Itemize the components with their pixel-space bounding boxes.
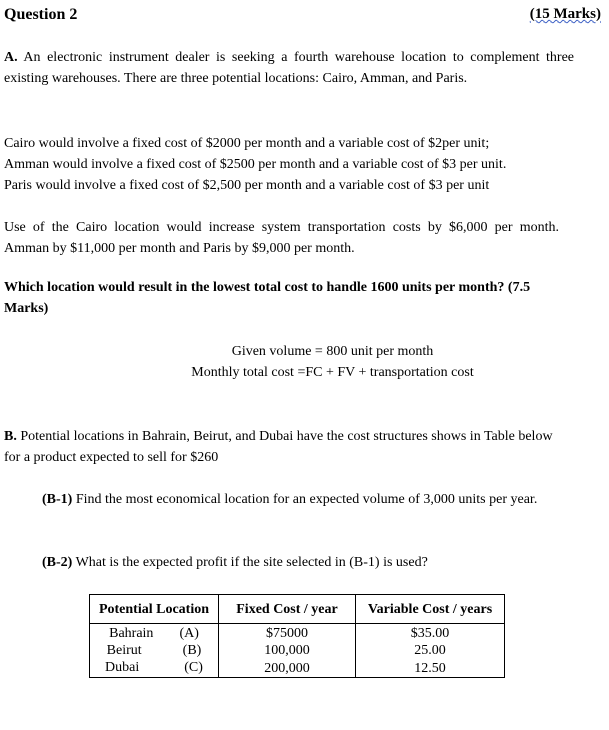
header-location: Potential Location <box>90 595 219 624</box>
table-row <box>90 624 505 643</box>
question-b1 <box>42 489 582 510</box>
transport-costs: Use of the Cairo location would increase system transportation costs by $6,000 per month. Amman by $11,000 per month and Paris by $9,000 per month. <box>4 220 559 256</box>
question-b2 <box>42 552 582 573</box>
part-b-label: B. <box>4 429 17 444</box>
total-cost-formula: Monthly total cost =FC + FV + transportation cost <box>191 365 474 380</box>
marks-text: (15 Marks) <box>529 6 601 22</box>
part-b-intro <box>4 426 564 468</box>
given-volume: Given volume = 800 unit per month <box>231 344 434 359</box>
location-name: Beirut <box>106 643 142 658</box>
table-header-row <box>90 595 505 624</box>
location-cell <box>90 642 219 659</box>
table-row <box>90 659 505 678</box>
fixed-cost-cell: 200,000 <box>219 659 356 678</box>
table-row <box>90 642 505 659</box>
header-variable-cost: Variable Cost / years <box>356 595 505 624</box>
part-a-intro-text: An electronic instrument dealer is seeking a fourth warehouse location to complement three existing warehouses. There are three potential locations: Cairo, Amman, and Paris. <box>4 50 575 86</box>
location-name: Bahrain <box>109 626 154 641</box>
location-code: (A) <box>179 626 199 641</box>
cost-table <box>89 594 505 678</box>
cost-line-paris: Paris would involve a fixed cost of $2,500 per month and a variable cost of $3 per unit <box>4 178 490 193</box>
variable-cost-cell: 25.00 <box>356 642 505 659</box>
b1-label: (B-1) <box>42 492 73 507</box>
marks-label <box>530 6 601 23</box>
location-cell <box>90 659 219 678</box>
cost-line-cairo: Cairo would involve a fixed cost of $2000 per month and a variable cost of $2per unit; <box>4 136 490 151</box>
variable-cost-cell: 12.50 <box>356 659 505 678</box>
variable-cost-cell: $35.00 <box>356 624 505 643</box>
cost-line-amman: Amman would involve a fixed cost of $2500 per month and a variable cost of $3 per unit. <box>4 157 507 172</box>
question-title: Question 2 <box>4 6 78 23</box>
part-b-intro-text: Potential locations in Bahrain, Beirut, and Dubai have the cost structures shows in Table below for a product expected to sell for $260 <box>4 429 553 465</box>
part-a-question: Which location would result in the lowest total cost to handle 1600 units per month? (7.5 Marks) <box>4 280 531 316</box>
location-code: (C) <box>184 660 203 675</box>
location-cell <box>90 624 219 643</box>
location-name: Dubai <box>105 660 140 675</box>
header-fixed-cost: Fixed Cost / year <box>219 595 356 624</box>
fixed-cost-cell: 100,000 <box>219 642 356 659</box>
part-a-intro <box>4 47 574 89</box>
b2-label: (B-2) <box>42 555 73 570</box>
b2-text: What is the expected profit if the site selected in (B-1) is used? <box>75 555 428 570</box>
b1-text: Find the most economical location for an expected volume of 3,000 units per year. <box>75 492 538 507</box>
fixed-cost-cell: $75000 <box>219 624 356 643</box>
location-code: (B) <box>182 643 202 658</box>
part-a-label: A. <box>4 50 18 65</box>
